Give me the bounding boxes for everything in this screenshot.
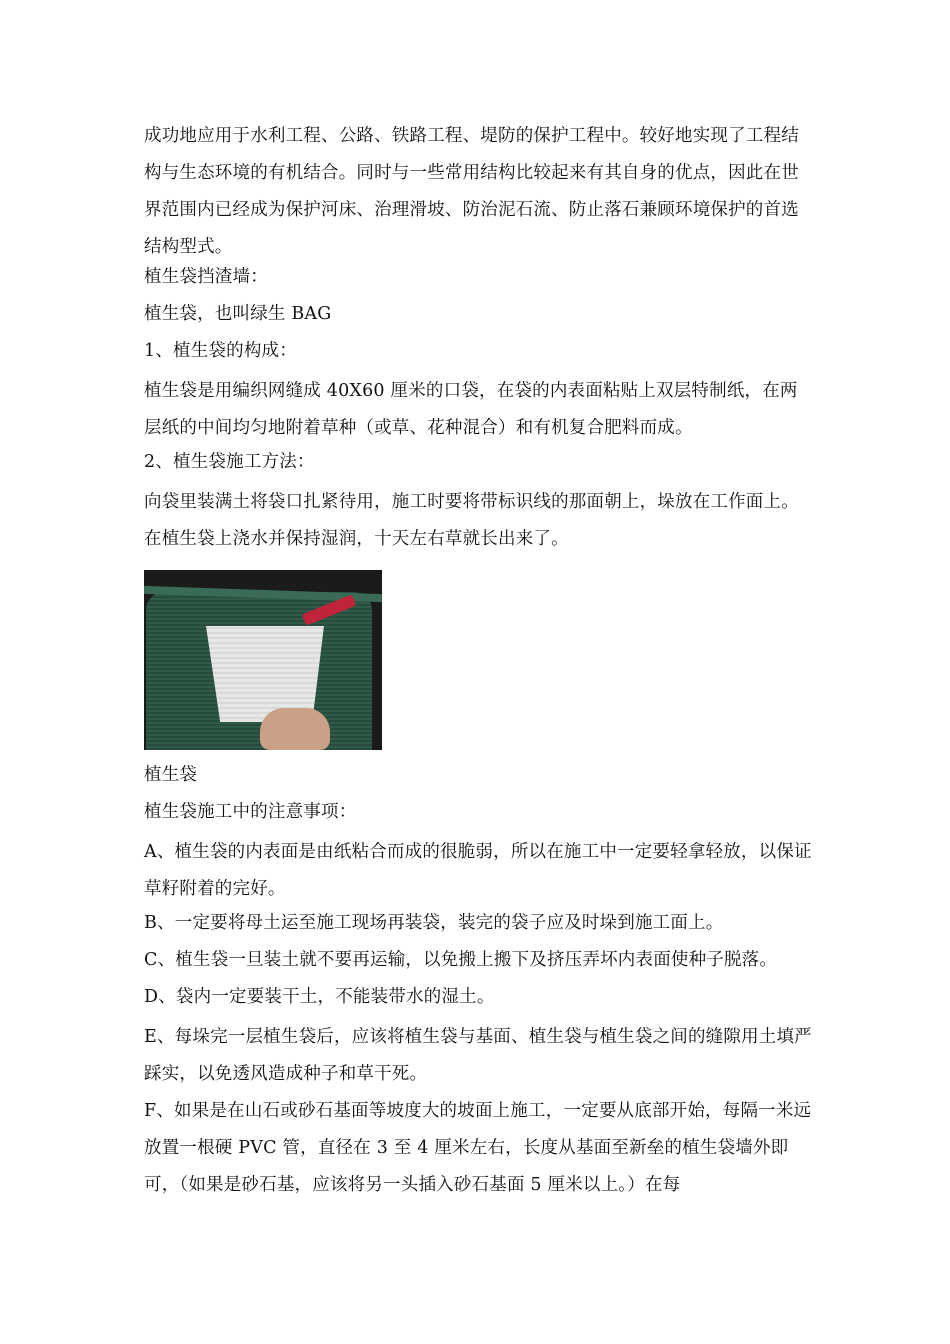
note-f: F、如果是在山石或砂石基面等坡度大的坡面上施工，一定要从底部开始，每隔一米远放置一根硬 PVC 管，直径在 3 至 4 厘米左右，长度从基面至新垒的植生袋墙外即可，（如果是砂石基，应该将另一头插入砂石基面 5 厘米以上。）在每 [144,1101,812,1195]
composition-paragraph: 植生袋是用编织网缝成 40X60 厘米的口袋，在袋的内表面粘贴上双层特制纸，在两层纸的中间均匀地附着草种（或草、花种混合）和有机复合肥料而成。 [144,381,798,438]
heading-notes: 植生袋施工中的注意事项： [144,802,357,822]
method-paragraph: 向袋里装满土将袋口扎紧待用，施工时要将带标识线的那面朝上，垛放在工作面上。在植生袋上浇水并保持湿润，十天左右草就长出来了。 [144,492,799,549]
heading-composition: 1、植生袋的构成： [144,341,297,361]
hand [260,708,330,750]
document-body [144,118,812,1204]
intro-paragraph: 成功地应用于水利工程、公路、铁路工程、堤防的保护工程中。较好地实现了工程结构与生态环境的有机结合。同时与一些常用结构比较起来有其自身的优点，因此在世界范围内已经成为保护河床、治理滑坡、防治泥石流、防止落石兼顾环境保护的首选结构型式。 [144,126,799,257]
note-c: C、植生袋一旦装土就不要再运输，以免搬上搬下及挤压弄坏内表面使种子脱落。 [144,950,778,970]
alias-line: 植生袋，也叫绿生 BAG [144,304,332,324]
heading-construction-method: 2、植生袋施工方法： [144,452,315,472]
photo-caption: 植生袋 [144,765,198,785]
note-e: E、每垛完一层植生袋后，应该将植生袋与基面、植生袋与植生袋之间的缝隙用土填严踩实，以免透风造成种子和草干死。 [144,1027,812,1084]
note-a: A、植生袋的内表面是由纸粘合而成的很脆弱，所以在施工中一定要轻拿轻放，以保证草籽附着的完好。 [144,842,812,899]
note-b: B、一定要将母土运至施工现场再装袋，装完的袋子应及时垛到施工面上。 [144,913,724,933]
section-heading-retaining-wall: 植生袋挡渣墙： [144,267,268,287]
vegetation-bag-photo [144,570,382,750]
note-d: D、袋内一定要装干土，不能装带水的湿土。 [144,987,495,1007]
